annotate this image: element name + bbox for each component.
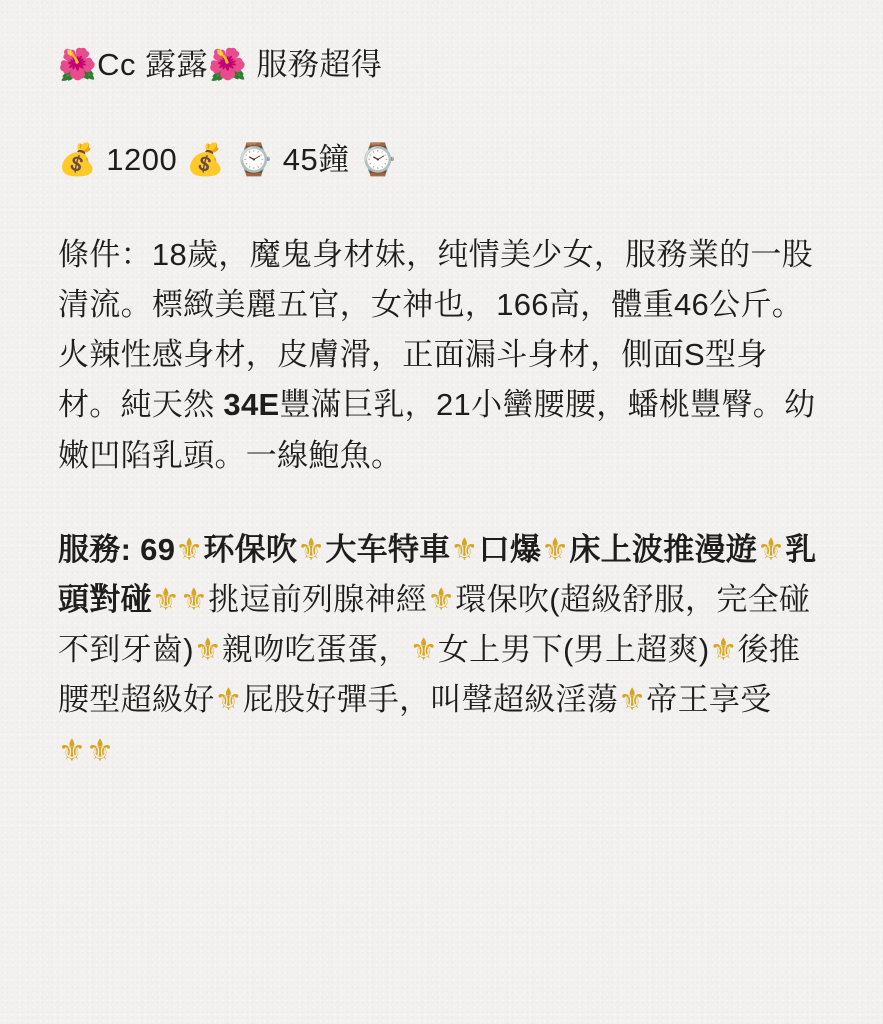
service-item: 乳頭對碰 bbox=[58, 531, 817, 617]
service-item: 口爆 bbox=[478, 531, 542, 567]
conditions-paragraph bbox=[58, 230, 825, 481]
fleur-de-lis-icon: ⚜ bbox=[618, 682, 647, 719]
duration-value: 45鐘 bbox=[282, 141, 350, 177]
fleur-de-lis-icon: ⚜ bbox=[709, 632, 738, 669]
fleur-de-lis-icon: ⚜ bbox=[450, 531, 479, 568]
service-item: 屁股好彈手，叫聲超級淫蕩 bbox=[242, 682, 619, 718]
fleur-de-lis-icon: ⚜ bbox=[58, 732, 87, 769]
services-paragraph bbox=[58, 525, 825, 776]
service-item: 女上男下(男上超爽) bbox=[437, 632, 710, 668]
money-bag-icon-2: 💰 bbox=[186, 141, 226, 178]
fleur-de-lis-icon: ⚜ bbox=[180, 582, 209, 618]
service-item: 後推腰型超級好 bbox=[58, 632, 801, 718]
fleur-de-lis-icon: ⚜ bbox=[427, 582, 456, 618]
conditions-label: 條件： bbox=[58, 236, 152, 272]
fleur-de-lis-icon: ⚜ bbox=[193, 632, 222, 669]
price-duration-line bbox=[58, 139, 825, 182]
services-body bbox=[58, 532, 817, 768]
money-bag-icon: 💰 bbox=[58, 141, 98, 178]
watch-icon-2: ⌚ bbox=[358, 141, 399, 178]
service-item: 環保吹(超級舒服，完全碰不到牙齒) bbox=[58, 582, 811, 668]
fleur-de-lis-icon: ⚜ bbox=[151, 582, 180, 618]
service-item: 大车特車 bbox=[325, 531, 451, 567]
watch-icon: ⌚ bbox=[234, 141, 274, 178]
conditions-highlight: 34E bbox=[223, 387, 280, 423]
service-item: 挑逗前列腺神經 bbox=[208, 582, 428, 617]
service-item: 帝王享受 bbox=[646, 682, 772, 718]
fleur-de-lis-icon: ⚜ bbox=[757, 531, 786, 568]
service-item: 親吻吃蛋蛋， bbox=[221, 632, 410, 668]
page-title bbox=[58, 44, 825, 87]
fleur-de-lis-icon: ⚜ bbox=[297, 531, 326, 568]
service-item: 环保吹 bbox=[203, 531, 298, 567]
page-title-text-before: Cc 露露 bbox=[97, 47, 209, 82]
fleur-de-lis-icon: ⚜ bbox=[86, 732, 115, 769]
service-item: 69 bbox=[140, 531, 176, 567]
hibiscus-flower-icon-trailing: 🌺 bbox=[208, 47, 248, 83]
fleur-de-lis-icon: ⚜ bbox=[214, 682, 243, 719]
conditions-body: 18歲，魔鬼身材妹，纯情美少女，服務業的一股清流。標緻美麗五官，女神也，166高，體重46公斤。火辣性感身材，皮膚滑，正面漏斗身材，側面S型身材。純天然 34E豐滿巨乳，21小蠻腰腰，蟠桃豐臀。幼嫩凹陷乳頭。一線鮑魚。 bbox=[58, 236, 816, 473]
price-value: 1200 bbox=[106, 141, 178, 177]
services-label: 服務: bbox=[58, 531, 132, 567]
fleur-de-lis-icon: ⚜ bbox=[409, 632, 438, 669]
hibiscus-flower-icon: 🌺 bbox=[58, 47, 98, 83]
service-item: 床上波推漫遊 bbox=[569, 531, 758, 567]
fleur-de-lis-icon: ⚜ bbox=[541, 531, 570, 568]
fleur-de-lis-icon: ⚜ bbox=[175, 531, 204, 568]
page-title-text-after: 服務超得 bbox=[256, 47, 383, 82]
